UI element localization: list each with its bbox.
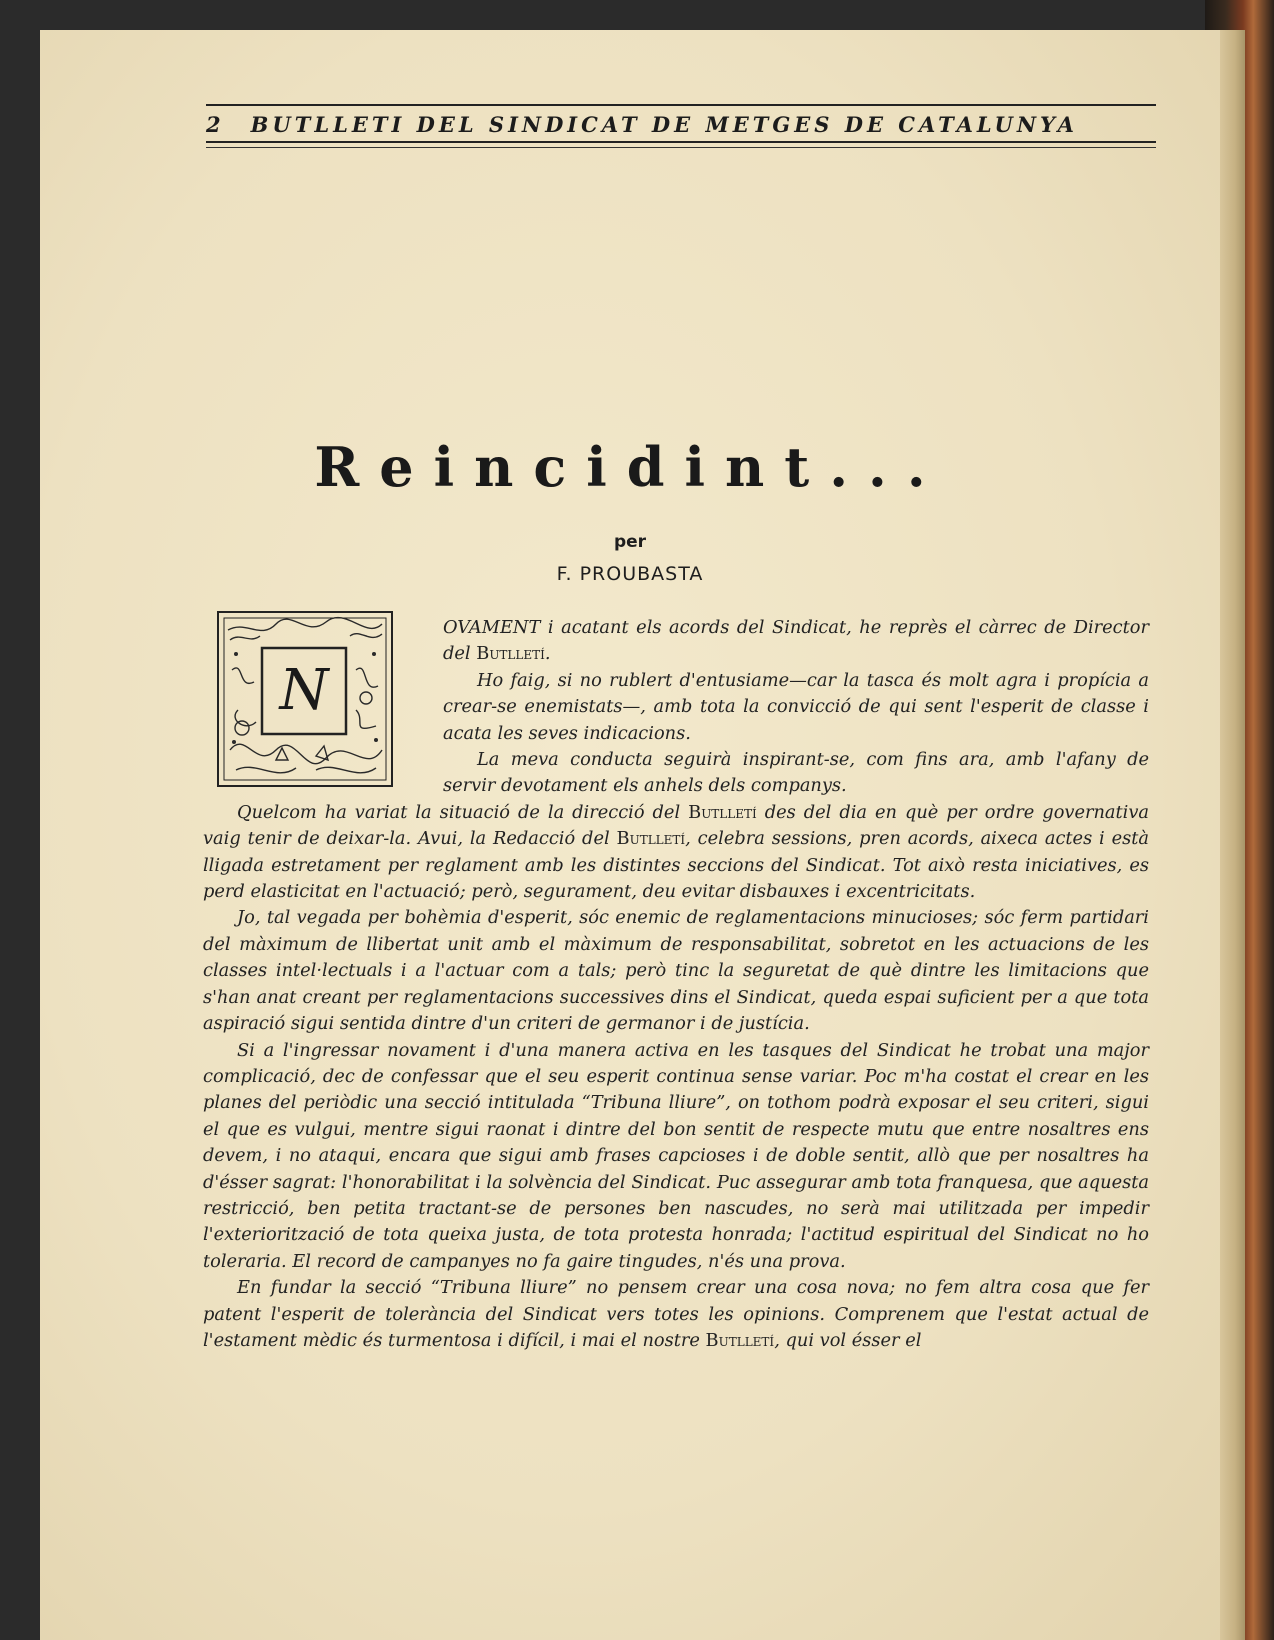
butlleti-smallcaps: Butlletí: [476, 643, 545, 665]
paragraph-4-text-b: des del dia en què per ordre governativa vaig tenir de deixar-la. Avui, la Redacció del: [203, 801, 1149, 850]
paragraph-3: La meva conducta seguirà inspirant-se, com fins ara, amb l'afany de servir devotament els anhels dels companys.: [443, 749, 1149, 797]
butlleti-smallcaps: Butlletí: [688, 801, 757, 823]
page-number: 2: [206, 112, 221, 137]
byline-per: per: [613, 532, 647, 552]
paragraph-1: [203, 615, 1149, 668]
paragraph-5: Jo, tal vegada per bohèmia d'esperit, sóc enemic de reglamentacions minucioses; sóc ferm partidari del màximum de llibertat unit amb el màximum de responsabilitat, sobretot en les actuacions de les classes intel·lectuals i a l'actuar com a tals; però tinc la seguretat de què dintre les limitacions que s'han anat creant per reglamentacions successives dins el Sindicat, queda espai suficient per a que tota aspiració sigui sentida dintre d'un criteri de germanor i de justícia.: [203, 907, 1149, 1035]
paragraph-1-text: OVAMENT i acatant els acords del Sindicat, he reprès el càrrec de Director del: [443, 617, 1149, 665]
header-line: [206, 106, 1156, 141]
butlleti-smallcaps: Butlletí: [705, 1329, 775, 1351]
header-rule-bottom: [206, 141, 1156, 143]
paragraph-7: [203, 1275, 1149, 1354]
byline-author: F. PROUBASTA: [556, 563, 704, 585]
drop-cap-letter: N: [279, 658, 329, 723]
header-rule-bottom-thin: [206, 147, 1156, 148]
document-page: [40, 30, 1220, 1640]
butlleti-smallcaps: Butlletí: [616, 828, 686, 850]
paragraph-1-end: .: [544, 643, 551, 665]
paragraph-4: [203, 800, 1149, 906]
paragraph-7-text-b: , qui vol ésser el: [774, 1329, 922, 1351]
paragraph-7-text-a: En fundar la secció “Tribuna lliure” no pensem crear una cosa nova; no fem altra cosa que fer patent l'esperit de tolerància del Sindicat vers totes les opinions. Comprenem que l'estat actual de l'estament mèdic és turmentosa i difícil, i mai el nostre: [203, 1277, 1149, 1351]
paragraph-2: Ho faig, si no rublert d'entusiame—car la tasca és molt agra i propícia a crear-se enemistats—, amb tota la convicció de qui sent l'esperit de classe i acata les seves indicacions.: [443, 669, 1149, 744]
paragraph-4-text-a: Quelcom ha variat la situació de la direcció del: [237, 801, 689, 823]
article-title: Reincidint...: [314, 435, 946, 499]
paragraph-6: Si a l'ingressar novament i d'una manera activa en les tasques del Sindicat he trobat una major complicació, dec de confessar que el seu esperit continua sense variar. Poc m'ha costat el crear en les planes del periòdic una secció intitulada “Tribuna lliure”, on tothom podrà exposar el seu criteri, sigui el que es vulgui, mentre sigui raonat i dintre del bon sentit de respecte mutu que entre nosaltres ens devem, i no ataqui, encara que sigui amb frases capcioses i de doble sentit, allò que per nosaltres ha d'ésser sagrat: l'honorabilitat i la solvència del Sindicat. Puc assegurar amb tota franquesa, que aquesta restricció, ben petita tractant-se de persones ben nascudes, no serà mai utilitzada per impedir l'exteriorització de tota queixa justa, de tota protesta honrada; l'actitud espiritual del Sindicat no ho toleraria. El record de campanyes no fa gaire tingudes, n'és una prova.: [203, 1039, 1149, 1272]
paragraph-4-text-c: , celebra sessions, pren acords, aixeca actes i està lligada estretament per reglament amb les distintes seccions del Sindicat. Tot això resta iniciatives, es perd elasticitat en l'actuació; però, segurament, deu evitar disbauxes i excentricitats.: [203, 828, 1149, 903]
article-body: [203, 615, 1149, 1354]
running-header: [206, 104, 1156, 148]
running-title: BUTLLETI DEL SINDICAT DE METGES DE CATALUNYA: [250, 112, 1078, 137]
page-binding-edge: [1220, 30, 1245, 1640]
